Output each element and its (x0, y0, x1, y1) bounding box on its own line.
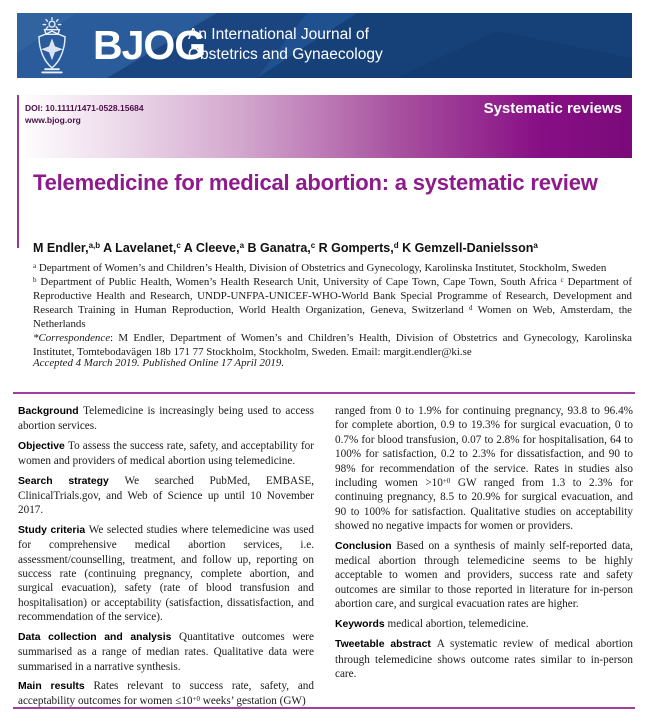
author-affiliation-sup: a,b (88, 241, 101, 251)
journal-tagline (188, 25, 383, 65)
journal-url: www.bjog.org (25, 115, 81, 125)
author-affiliation-sup: d (393, 241, 399, 251)
abstract-paragraph: Data collection and analysis Quantitative outcomes were summarised as a range of median rates. Qualitative data were summarised in a narrative synthesis. (18, 630, 314, 673)
bjog-crest-icon (26, 16, 78, 75)
author-affiliation-sup: c (310, 241, 316, 251)
superscript: +0 (192, 694, 200, 703)
abstract-paragraph: Conclusion Based on a synthesis of mainly self-reported data, medical abortion through telemedicine seems to be highly acceptable to women and providers, success rate and safety outcomes are similar to those reported in literature for in-person abortion care, and surgical evacuation rates are higher. (335, 539, 633, 611)
tagline-line2: Obstetrics and Gynaecology (188, 46, 383, 63)
affiliation-text: Department of Public Health, Women’s Health Research Unit, University of Cape Town, Cape Town, South Africa (36, 276, 561, 288)
author-affiliation-sup: c (176, 241, 181, 251)
abstract-paragraph: Search strategy We searched PubMed, EMBASE, ClinicalTrials.gov, and Web of Science up until 10 November 2017. (18, 474, 314, 517)
abstract-left-column (18, 404, 314, 714)
section-label: Objective (18, 440, 69, 452)
affiliation-text: Department of Reproductive Health and Research, UNDP-UNFPA-UNICEF-WHO-World Bank Special Programme of Research, Development and Research Training in Human Reproduction, World Health Organization, Geneva, Switzerland (33, 276, 632, 316)
doi-text: DOI: 10.1111/1471-0528.15684 (25, 103, 144, 113)
affiliation-sup: c (560, 275, 564, 284)
section-label: Conclusion (335, 540, 397, 552)
author-affiliation-sup: a (239, 241, 245, 251)
left-accent-rule (17, 95, 19, 248)
section-label: Search strategy (18, 475, 125, 487)
section-label: Tweetable abstract (335, 639, 437, 651)
article-title: Telemedicine for medical abortion: a systematic review (33, 170, 598, 195)
article-category-label: Systematic reviews (483, 100, 622, 117)
abstract-paragraph: Study criteria We selected studies where telemedicine was used for comprehensive medical abortion services, i.e. assessment/counselling, treatment, and follow up, reporting on success rate (continuing pregnancy, complete abortion, and surgical evacuation), safety (rate of blood transfusion and hospitalisation) or acceptability (satisfaction, dissatisfaction, and recommendation of the service). (18, 523, 314, 624)
author-name: A Lavelanet, (100, 241, 177, 255)
abstract-paragraph: Objective To assess the success rate, safety, and acceptability for women and providers of medical abortion using telemedicine. (18, 439, 315, 468)
article-history: Accepted 4 March 2019. Published Online 17 April 2019. (33, 357, 285, 369)
authors-line (33, 241, 623, 255)
bottom-rule (13, 707, 635, 709)
section-label: Study criteria (18, 524, 89, 536)
abstract-paragraph: Main results Rates relevant to success rate, safety, and acceptability outcomes for women $\le 10^{+0}$ weeks’ gestation (GW) (18, 679, 314, 708)
section-label: Background (18, 406, 84, 417)
affiliation-line-first (33, 261, 632, 275)
affiliation-text: Department of Women’s and Children’s Health, Division of Obstetrics and Gynecology, Karolinska Institutet, Stockholm, Sweden (36, 262, 607, 274)
correspondence-label: *Correspondence (33, 332, 111, 344)
affiliations-rest (33, 275, 632, 331)
affiliation-sup: d (469, 303, 473, 312)
author-name: A Cleeve, (180, 241, 240, 255)
author-name: M Endler, (33, 241, 89, 255)
abstract-paragraph: Background Telemedicine is increasingly being used to access abortion services. (18, 405, 314, 433)
author-affiliation-sup: a (533, 241, 538, 251)
tagline-line1: An International Journal of (188, 26, 369, 43)
doi-block (25, 102, 144, 126)
article-info-banner (17, 95, 632, 158)
correspondence-text: : M Endler, Department of Women’s and Children’s Health, Division of Obstetrics and Gynecology, Karolinska Institutet, Tomtebodavägen 18b 171 77 Stockholm, Stockholm, Sweden. Email: margit.endler@ki.se (33, 332, 632, 358)
affiliation-text: Women on Web, Amsterdam, the Netherlands (33, 304, 633, 330)
affiliation-sup: a (33, 261, 37, 270)
journal-logo-text: BJOG (93, 22, 206, 68)
section-label: Data collection and analysis (18, 631, 180, 643)
affiliations-block (33, 261, 632, 359)
author-name: B Ganatra, (244, 241, 311, 255)
section-label: Main results (18, 680, 94, 692)
section-label: Keywords (335, 618, 388, 630)
correspondence (33, 331, 632, 359)
abstract-paragraph: Keywords medical abortion, telemedicine. (335, 617, 529, 630)
abstract-right-column (335, 404, 633, 686)
abstract-paragraph: ranged from 0 to 1.9% for continuing pregnancy, 93.8 to 96.4% for complete abortion, 0.9 to 19.3% for surgical evacuation, 0 to 0.7% for blood transfusion, 0.07 to 2.8% for hospitalisation, 64 to 100% for satisfaction, 0.2 to 2.3% for dissatisfaction, and 90 to 98% for recommendation of the service. Rates in studies also including women $>10^{+0}$ GW ranged from 1.3 to 2.3% for continuing pregnancy, 8.5 to 20.9% for surgical evacuation, and 90 to 100% for satisfaction. Qualitative studies on acceptability showed no negative impacts for women or providers. (335, 405, 633, 533)
affiliation-sup: b (33, 275, 37, 284)
superscript: +0 (442, 476, 451, 485)
top-rule (13, 392, 635, 394)
journal-masthead (17, 13, 632, 78)
abstract-paragraph: Tweetable abstract A systematic review of medical abortion through telemedicine shows outcome rates similar to in-person care. (335, 638, 633, 680)
author-name: R Gomperts, (315, 241, 394, 255)
author-name: K Gemzell-Danielsson (398, 241, 534, 255)
